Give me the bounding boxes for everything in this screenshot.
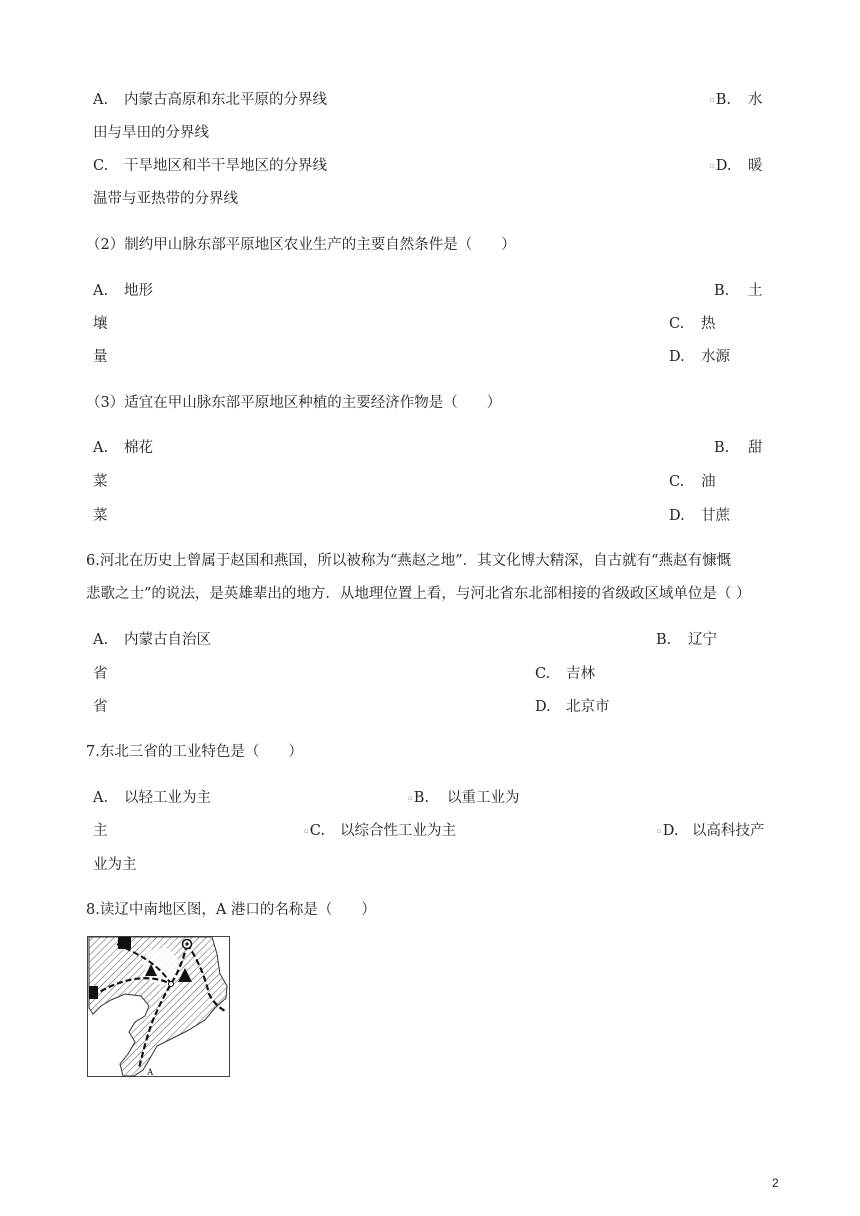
q5-1-option-b-text: 水: [748, 92, 763, 108]
q5-3-option-d-letter: D.: [669, 508, 685, 524]
q6-option-b-text: 辽宁: [688, 632, 717, 648]
q7-option-c-letter: ▫C.: [304, 823, 325, 839]
q6-option-c-letter: C.: [535, 666, 551, 682]
q5-3-stem: （3）适宜在甲山脉东部平原地区种植的主要经济作物是（ ）: [86, 395, 502, 411]
q5-2-option-d-text: 水源: [701, 349, 730, 365]
port-a-label: A: [147, 1067, 154, 1077]
q6-option-c-wrap: 省: [93, 699, 108, 715]
q7-option-d-text: 以高科技产: [692, 823, 765, 839]
q5-2-option-c-text: 热: [701, 316, 716, 332]
q5-1-option-c-letter: C.: [93, 158, 109, 174]
q5-1-option-d-letter: ▫D.: [710, 158, 732, 174]
q5-1-option-b-letter: ▫B.: [710, 92, 732, 108]
q6-option-a-letter: A.: [93, 632, 109, 648]
q5-1-option-d-text: 暖: [748, 158, 763, 174]
q6-option-d-text: 北京市: [566, 699, 610, 715]
q6-option-c-text: 吉林: [566, 666, 595, 682]
q5-2-option-c-letter: C.: [669, 316, 685, 332]
q7-option-d-letter: ▫D.: [657, 823, 679, 839]
q6-option-d-letter: D.: [535, 699, 551, 715]
q5-1-option-d-wrap: 温带与亚热带的分界线: [93, 191, 238, 207]
q5-2-option-a-text: 地形: [124, 283, 153, 299]
q5-1-option-b-wrap: 田与旱田的分界线: [93, 125, 209, 141]
q5-3-option-d-text: 甘蔗: [701, 508, 730, 524]
coal-square-icon: [118, 937, 131, 949]
q5-3-option-b-letter: B.: [714, 440, 730, 456]
q6-option-b-letter: B.: [656, 632, 672, 648]
coal-square-icon: [89, 986, 98, 999]
q5-1-option-a-letter: A.: [93, 92, 109, 108]
q5-2-option-b-wrap: 壤: [93, 316, 108, 332]
q5-3-option-c-letter: C.: [669, 474, 685, 490]
q5-3-option-a-text: 棉花: [124, 440, 153, 456]
q7-option-b-wrap: 主: [93, 823, 108, 839]
q7-option-d-wrap: 业为主: [93, 857, 137, 873]
page-number: 2: [772, 1176, 779, 1190]
q6-stem-line-1: 6.河北在历史上曾属于赵国和燕国，所以被称为“燕赵之地”．其文化博大精深，自古就有“燕赵有慷慨: [86, 553, 732, 569]
q5-1-option-a-text: 内蒙古高原和东北平原的分界线: [124, 92, 327, 108]
q5-2-stem: （2）制约甲山脉东部平原地区农业生产的主要自然条件是（ ）: [86, 237, 516, 253]
q5-2-option-d-letter: D.: [669, 349, 685, 365]
q5-2-option-a-letter: A.: [93, 283, 109, 299]
q6-option-a-text: 内蒙古自治区: [124, 632, 211, 648]
q5-3-option-b-wrap: 菜: [93, 474, 108, 490]
q7-option-c-text: 以综合性工业为主: [340, 823, 456, 839]
q7-option-a-text: 以轻工业为主: [124, 790, 211, 806]
q5-1-option-c-text: 干旱地区和半干旱地区的分界线: [124, 158, 327, 174]
q5-3-option-c-text: 油: [701, 474, 716, 490]
q6-option-b-wrap: 省: [93, 666, 108, 682]
q5-2-option-b-text: 土: [748, 283, 763, 299]
q7-option-b-text: 以重工业为: [447, 790, 520, 806]
q7-option-a-letter: A.: [93, 790, 109, 806]
q5-2-option-c-wrap: 量: [93, 349, 108, 365]
q7-stem: 7.东北三省的工业特色是（ ）: [86, 744, 303, 760]
q5-2-option-b-letter: B.: [714, 283, 730, 299]
q5-3-option-a-letter: A.: [93, 440, 109, 456]
q5-3-option-c-wrap: 菜: [93, 508, 108, 524]
q6-stem-line-2: 悲歌之士”的说法，是英雄辈出的地方．从地理位置上看，与河北省东北部相接的省级政区域单位是（ ）: [86, 586, 751, 602]
q5-3-option-b-text: 甜: [748, 440, 763, 456]
q7-option-b-letter: ▫B.: [408, 790, 430, 806]
q8-stem: 8.读辽中南地区图，A 港口的名称是（ ）: [86, 902, 376, 918]
liaozhongnan-map: [87, 936, 230, 1077]
